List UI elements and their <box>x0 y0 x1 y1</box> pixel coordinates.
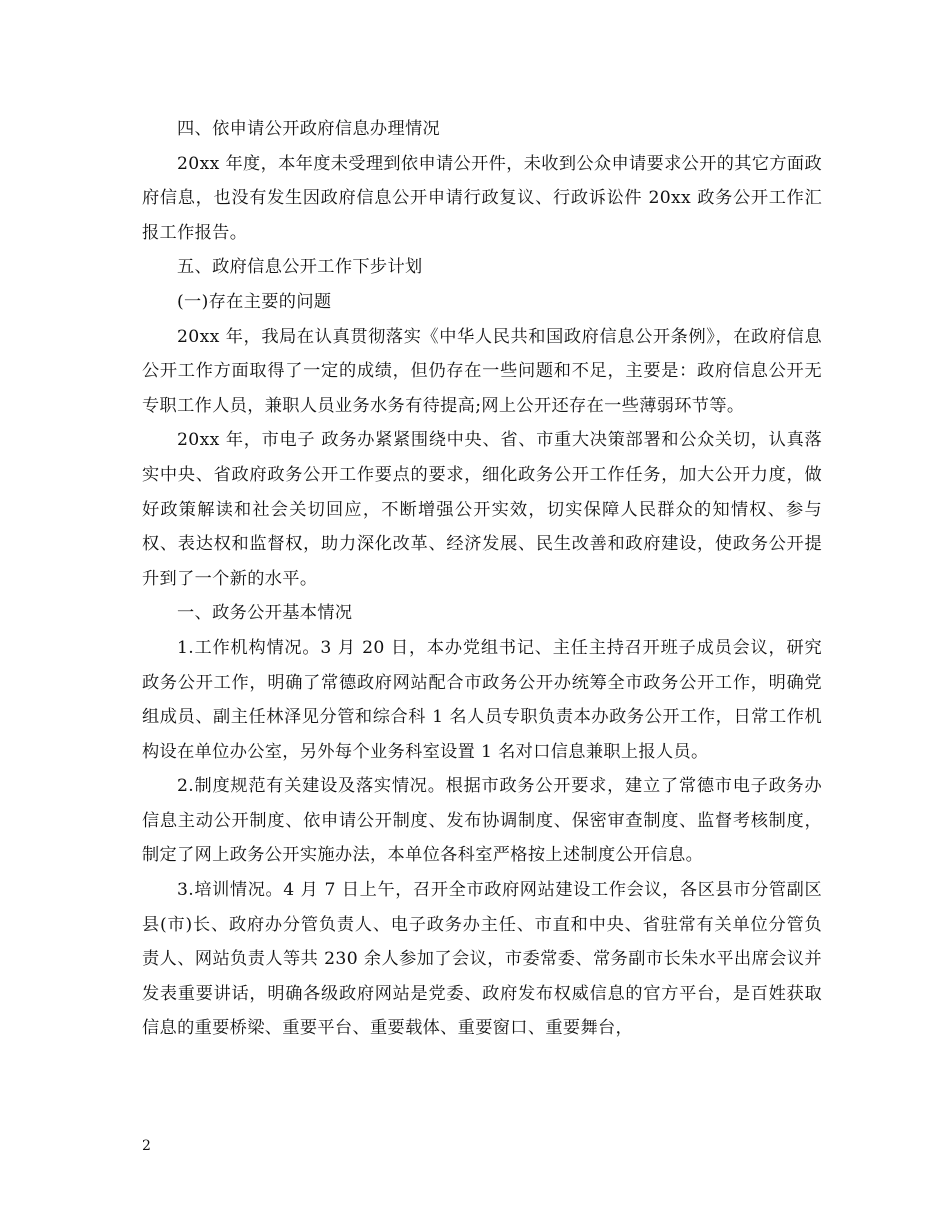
section-heading-application-disclosure: 四、依申请公开政府信息办理情况 <box>177 119 441 139</box>
paragraph-application-status: 20xx 年度，本年度未受理到依申请公开件，未收到公众申请要求公开的其它方面政府信息，也没有发生因政府信息公开申请行政复议、行政诉讼件 20xx 政务公开工作汇报工作报告。 <box>142 153 822 243</box>
document-body <box>142 112 822 1046</box>
paragraph-problems: 20xx 年，我局在认真贯彻落实《中华人民共和国政府信息公开条例》，在政府信息公开工作方面取得了一定的成绩，但仍存在一些问题和不足，主要是：政府信息公开无专职工作人员，兼职人员业务水务有待提高;网上公开还存在一些薄弱环节等。 <box>142 326 822 416</box>
paragraph-training: 3.培训情况。4 月 7 日上午，召开全市政府网站建设工作会议，各区县市分管副区县(市)长、政府办分管负责人、电子政务办主任、市直和中央、省驻常有关单位分管负责人、网站负责人等共 230 余人参加了会议，市委常委、常务副市长朱水平出席会议并发表重要讲话，明确各级政府网站是党委、政府发布权威信息的官方平台，是百姓获取信息的重要桥梁、重要平台、重要载体、重要窗口、重要舞台， <box>142 880 822 1039</box>
paragraph-system-construction: 2.制度规范有关建设及落实情况。根据市政务公开要求，建立了常德市电子政务办信息主动公开制度、依申请公开制度、发布协调制度、保密审查制度、监督考核制度，制定了网上政务公开实施办法，本单位各科室严格按上述制度公开信息。 <box>142 776 822 866</box>
subsection-heading-main-problems: (一)存在主要的问题 <box>177 291 332 312</box>
section-heading-basic-situation: 一、政务公开基本情况 <box>177 603 353 624</box>
paragraph-e-government-work: 20xx 年，市电子 政务办紧紧围绕中央、省、市重大决策部署和公众关切，认真落实中央、省政府政务公开工作要点的要求，细化政务公开工作任务，加大公开力度，做好政策解读和社会关切回应，不断增强公开实效，切实保障人民群众的知情权、参与权、表达权和监督权，助力深化改革、经济发展、民生改善和政府建设，使政务公开提升到了一个新的水平。 <box>142 430 822 589</box>
section-heading-next-plan: 五、政府信息公开工作下步计划 <box>177 257 423 278</box>
page-number: 2 <box>142 1138 151 1154</box>
paragraph-work-organization: 1.工作机构情况。3 月 20 日，本办党组书记、主任主持召开班子成员会议，研究政务公开工作，明确了常德政府网站配合市政务公开办统筹全市政务公开工作，明确党组成员、副主任林泽见分管和综合科 1 名人员专职负责本办政务公开工作，日常工作机构设在单位办公室，另外每个业务科室设置 1 名对口信息兼职上报人员。 <box>142 637 822 762</box>
